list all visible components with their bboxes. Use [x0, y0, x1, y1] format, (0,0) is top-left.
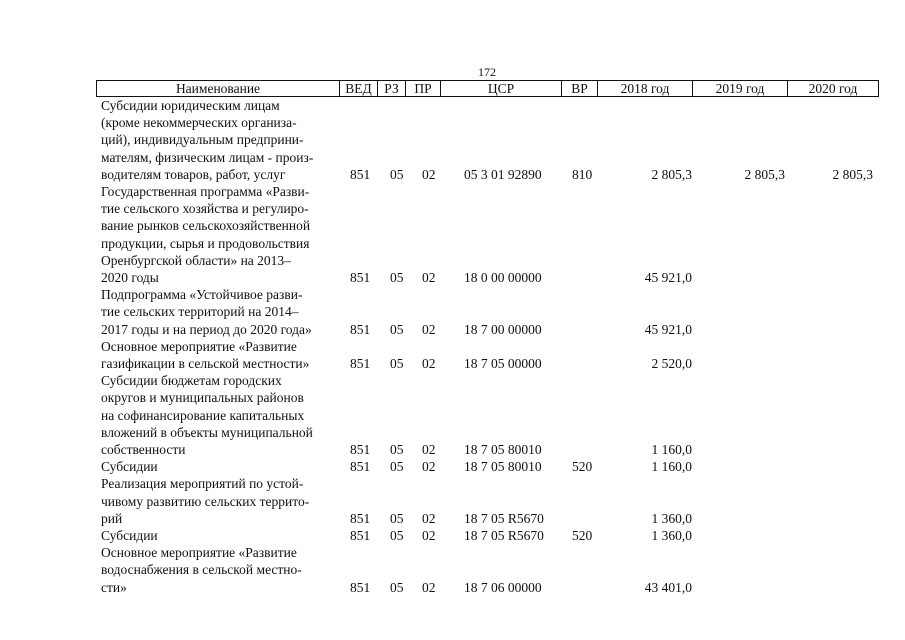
row-name-line: вложений в объекты муниципальной — [101, 424, 313, 440]
header-vr: ВР — [571, 81, 588, 96]
row-name-line: газификации в сельской местности» — [101, 356, 310, 372]
row-name-line: Субсидии юридическим лицам — [101, 98, 280, 113]
cell-vr: 520 — [572, 459, 593, 475]
header-rz: РЗ — [384, 81, 399, 96]
cell-ved: 851 — [350, 510, 371, 526]
row-name-line: сти» — [101, 579, 127, 595]
cell-pr: 02 — [422, 356, 436, 372]
table-row — [0, 544, 905, 596]
cell-pr: 02 — [422, 442, 436, 458]
row-name-line: ций), индивидуальным предприни- — [101, 132, 304, 148]
cell-csr: 18 0 00 00000 — [464, 270, 542, 286]
row-name-line: Основное мероприятие «Развитие — [101, 545, 297, 561]
cell-csr: 05 3 01 92890 — [464, 166, 542, 182]
cell-pr: 02 — [422, 321, 436, 337]
header-ved: ВЕД — [345, 81, 372, 96]
row-name-line: Государственная программа «Разви- — [101, 184, 310, 200]
cell-csr: 18 7 05 80010 — [464, 442, 542, 458]
cell-y2019: 2 805,3 — [744, 166, 785, 182]
cell-csr: 18 7 05 R5670 — [464, 510, 544, 526]
cell-rz: 05 — [390, 321, 404, 337]
row-name-line: 2017 годы и на период до 2020 года» — [101, 321, 312, 337]
row-name-line: вание рынков сельскохозяйственной — [101, 218, 311, 234]
cell-ved: 851 — [350, 321, 371, 337]
cell-rz: 05 — [390, 510, 404, 526]
table-header — [96, 80, 879, 97]
row-name-line: тие сельского хозяйства и регулиро- — [101, 201, 309, 217]
cell-csr: 18 7 00 00000 — [464, 321, 542, 337]
table-row — [0, 338, 905, 372]
cell-pr: 02 — [422, 459, 436, 475]
row-name-line: Основное мероприятие «Развитие — [101, 338, 297, 354]
cell-ved: 851 — [350, 356, 371, 372]
cell-pr: 02 — [422, 166, 436, 182]
cell-y2018: 1 160,0 — [651, 442, 692, 458]
cell-csr: 18 7 05 00000 — [464, 356, 542, 372]
cell-y2018: 1 360,0 — [651, 510, 692, 526]
table-row — [0, 458, 905, 475]
cell-y2018: 45 921,0 — [644, 321, 692, 337]
cell-rz: 05 — [390, 459, 404, 475]
row-name-line: Подпрограмма «Устойчивое разви- — [101, 287, 303, 303]
cell-pr: 02 — [422, 528, 436, 544]
cell-ved: 851 — [350, 270, 371, 286]
row-name-line: округов и муниципальных районов — [101, 390, 304, 406]
cell-y2020: 2 805,3 — [832, 166, 873, 182]
table-body — [0, 97, 905, 596]
table-row — [0, 475, 905, 527]
cell-csr: 18 7 06 00000 — [464, 579, 542, 595]
cell-ved: 851 — [350, 459, 371, 475]
cell-rz: 05 — [390, 579, 404, 595]
cell-vr: 810 — [572, 166, 593, 182]
header-2020: 2020 год — [808, 81, 858, 96]
cell-y2018: 1 360,0 — [651, 528, 692, 544]
header-pr: ПР — [414, 81, 432, 96]
row-name-line: рий — [101, 510, 123, 526]
table-row — [0, 286, 905, 338]
row-name-line: собственности — [101, 442, 186, 458]
row-name-line: на софинансирование капитальных — [101, 407, 305, 423]
cell-y2018: 1 160,0 — [651, 459, 692, 475]
cell-ved: 851 — [350, 442, 371, 458]
row-name-line: Реализация мероприятий по устой- — [101, 476, 304, 492]
cell-y2018: 43 401,0 — [644, 579, 692, 595]
table-row — [0, 372, 905, 458]
cell-csr: 18 7 05 80010 — [464, 459, 542, 475]
cell-pr: 02 — [422, 510, 436, 526]
cell-ved: 851 — [350, 166, 371, 182]
cell-rz: 05 — [390, 528, 404, 544]
cell-vr: 520 — [572, 528, 593, 544]
cell-ved: 851 — [350, 579, 371, 595]
header-csr: ЦСР — [487, 81, 515, 96]
header-2019: 2019 год — [715, 81, 765, 96]
row-name-line: (кроме некоммерческих организа- — [101, 115, 297, 131]
cell-y2018: 2 805,3 — [651, 166, 692, 182]
cell-rz: 05 — [390, 270, 404, 286]
row-name-line: водителям товаров, работ, услуг — [101, 166, 286, 182]
header-name: Наименование — [175, 81, 261, 96]
row-name-line: чивому развитию сельских террито- — [101, 493, 310, 509]
row-name-line: 2020 годы — [101, 270, 159, 286]
table-row — [0, 183, 905, 286]
cell-rz: 05 — [390, 166, 404, 182]
cell-y2018: 45 921,0 — [644, 270, 692, 286]
row-name-line: Субсидии бюджетам городских — [101, 373, 282, 389]
cell-pr: 02 — [422, 270, 436, 286]
cell-ved: 851 — [350, 528, 371, 544]
row-name-line: продукции, сырья и продовольствия — [101, 235, 310, 251]
page-number: 172 — [478, 65, 496, 79]
header-2018: 2018 год — [620, 81, 670, 96]
table-row — [0, 527, 905, 544]
row-name-line: водоснабжения в сельской местно- — [101, 562, 302, 578]
cell-csr: 18 7 05 R5670 — [464, 528, 544, 544]
row-name-line: Субсидии — [101, 459, 158, 475]
cell-rz: 05 — [390, 442, 404, 458]
row-name-line: мателям, физическим лицам - произ- — [101, 149, 314, 165]
row-name-line: тие сельских территорий на 2014– — [101, 304, 299, 320]
row-name-line: Оренбургской области» на 2013– — [101, 252, 291, 268]
cell-y2018: 2 520,0 — [651, 356, 692, 372]
row-name-line: Субсидии — [101, 528, 158, 544]
cell-rz: 05 — [390, 356, 404, 372]
cell-pr: 02 — [422, 579, 436, 595]
table-row — [0, 97, 905, 183]
